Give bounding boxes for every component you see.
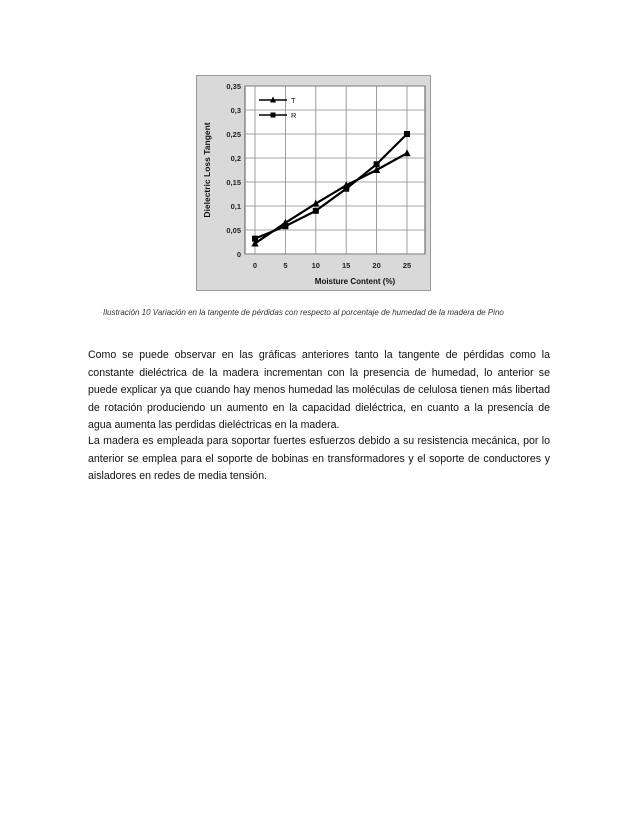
data-point-R bbox=[343, 186, 349, 192]
y-tick-label: 0,3 bbox=[230, 106, 241, 115]
x-tick-label: 25 bbox=[402, 261, 412, 270]
y-axis-title: Dielectric Loss Tangent bbox=[202, 122, 212, 218]
figure-image bbox=[196, 75, 431, 291]
legend-label: R bbox=[291, 111, 297, 120]
figure-caption: Ilustración 10 Variación en la tangente de pérdidas con respecto al porcentaje de humedad de la madera de Pino bbox=[103, 308, 504, 317]
plot-area bbox=[245, 86, 425, 254]
data-point-R bbox=[252, 236, 258, 242]
y-tick-label: 0,2 bbox=[230, 154, 241, 163]
x-tick-label: 0 bbox=[252, 261, 258, 270]
data-point-R bbox=[404, 131, 410, 137]
paragraph: La madera es empleada para soportar fuertes esfuerzos debido a su resistencia mecánica, por lo anterior se emplea para el soporte de bobinas en transformadores y el soporte de conductores y aisladores en redes de media tensión. bbox=[88, 435, 550, 483]
x-tick-label: 15 bbox=[342, 261, 351, 270]
x-tick-label: 20 bbox=[372, 261, 381, 270]
y-tick-label: 0,15 bbox=[226, 178, 241, 187]
y-tick-label: 0,25 bbox=[226, 130, 241, 139]
x-tick-label: 10 bbox=[311, 261, 320, 270]
x-axis-title: Moisture Content (%) bbox=[314, 277, 396, 286]
y-tick-label: 0,1 bbox=[230, 202, 241, 211]
paragraph: Como se puede observar en las gráficas anteriores tanto la tangente de pérdidas como la constante dieléctrica de la madera incrementan con la presencia de humedad, lo anterior se puede explicar ya que cuando hay menos humedad las moléculas de celulosa tienen más libertad de rotación produciendo un aumento en la capacidad dieléctrica, en cuanto a la presencia de agua aumenta las perdidas dieléctricas en la madera. bbox=[88, 349, 550, 432]
y-tick-label: 0 bbox=[236, 250, 241, 259]
y-tick-label: 0,05 bbox=[226, 226, 241, 235]
data-point-R bbox=[313, 208, 319, 214]
y-tick-label: 0,35 bbox=[226, 82, 241, 91]
data-point-R bbox=[282, 223, 288, 229]
loss-tangent-chart bbox=[197, 76, 430, 290]
legend-marker bbox=[271, 113, 276, 118]
data-point-R bbox=[374, 161, 380, 167]
x-tick-label: 5 bbox=[283, 261, 288, 270]
legend-label: T bbox=[291, 96, 296, 105]
